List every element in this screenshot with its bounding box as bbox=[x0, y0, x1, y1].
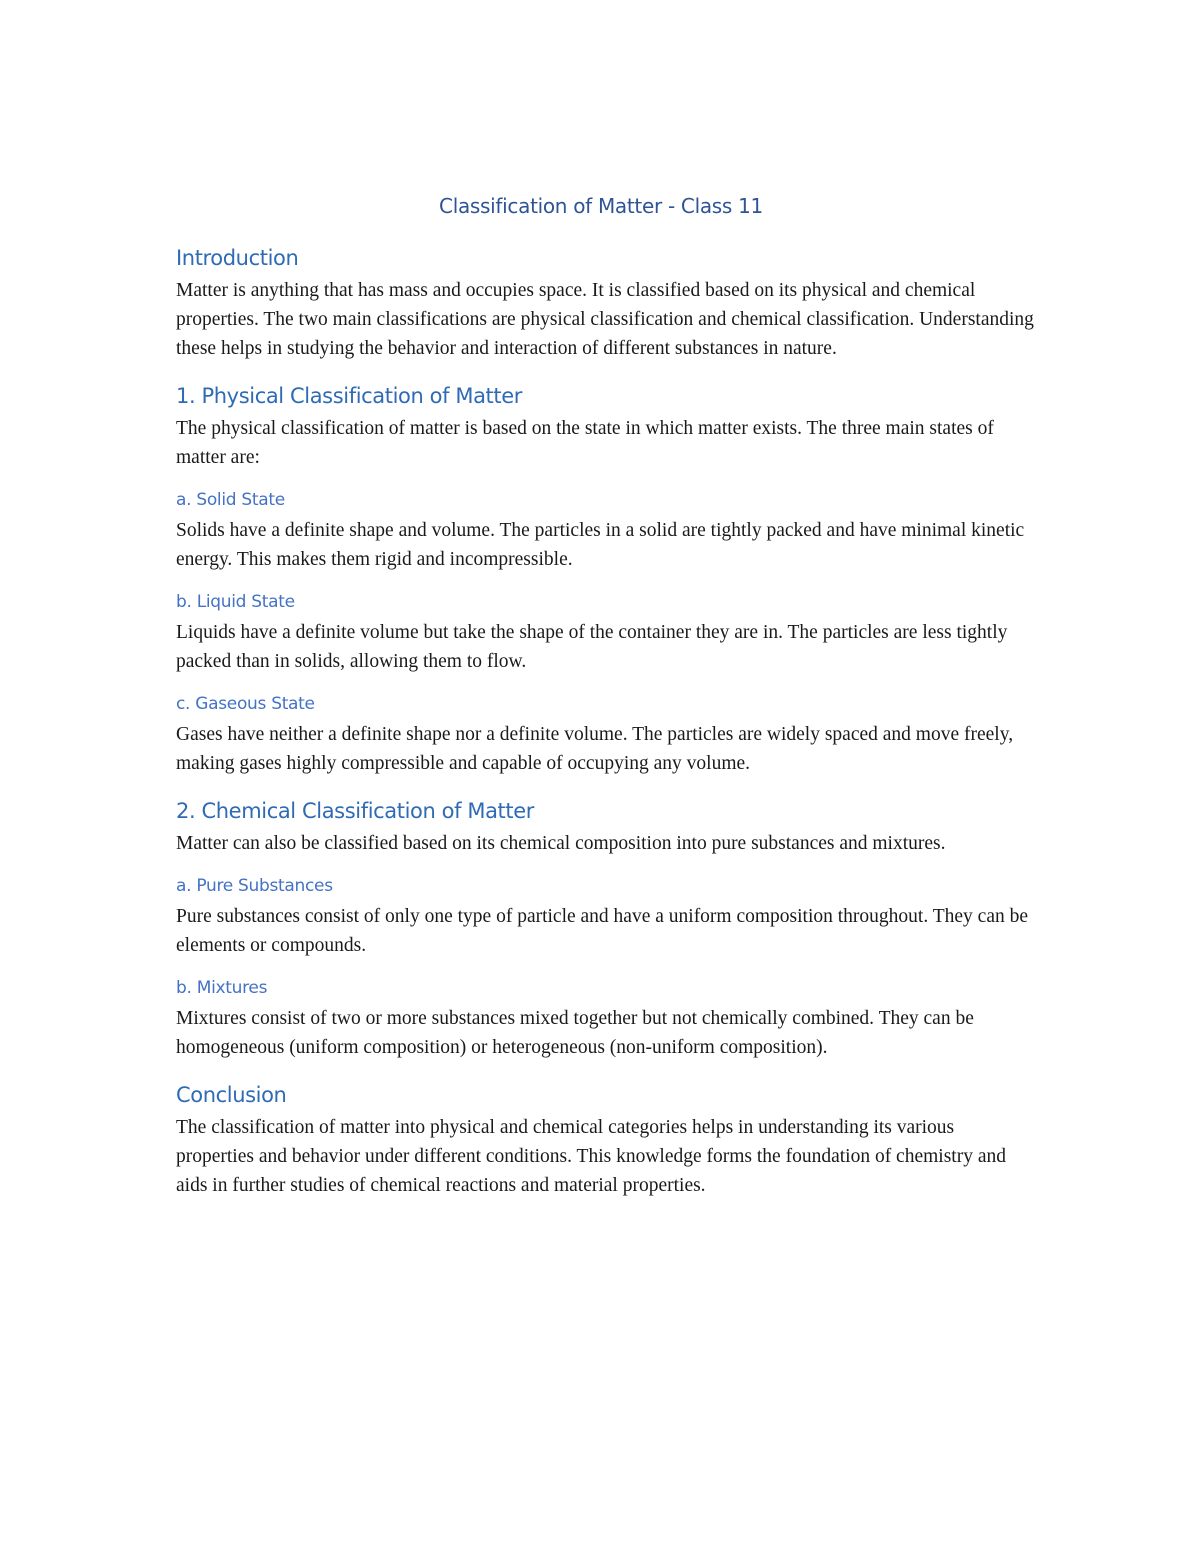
gaseous-state-heading: c. Gaseous State bbox=[176, 694, 315, 714]
conclusion-heading: Conclusion bbox=[176, 1083, 287, 1107]
solid-state-heading: a. Solid State bbox=[176, 490, 285, 510]
gaseous-state-text: Gases have neither a definite shape nor a definite volume. The particles are widely spaced and move freely, making gases highly compressible and capable of occupying any volume. bbox=[176, 724, 1014, 774]
conclusion-text: The classification of matter into physical and chemical categories helps in understanding its various properties and behavior under different conditions. This knowledge forms the foundation of chemistry and aids in further studies of chemical reactions and material properties. bbox=[176, 1117, 1006, 1196]
liquid-state-text: Liquids have a definite volume but take the shape of the container they are in. The particles are less tightly packed than in solids, allowing them to flow. bbox=[176, 622, 1008, 672]
physical-classification-heading: 1. Physical Classification of Matter bbox=[176, 384, 522, 408]
mixtures-text: Mixtures consist of two or more substances mixed together but not chemically combined. They can be homogeneous (uniform composition) or heterogeneous (non-uniform composition). bbox=[176, 1008, 974, 1058]
pure-substances-heading: a. Pure Substances bbox=[176, 876, 333, 896]
chemical-classification-heading: 2. Chemical Classification of Matter bbox=[176, 799, 534, 823]
mixtures-heading: b. Mixtures bbox=[176, 978, 268, 998]
document-title: Classification of Matter - Class 11 bbox=[439, 194, 763, 218]
liquid-state-heading: b. Liquid State bbox=[176, 592, 295, 612]
introduction-text: Matter is anything that has mass and occupies space. It is classified based on its physical and chemical properties. The two main classifications are physical classification and chemical classification. Understanding these helps in studying the behavior and interaction of different substances in nature. bbox=[176, 280, 1034, 359]
physical-classification-text: The physical classification of matter is based on the state in which matter exists. The three main states of matter are: bbox=[176, 418, 994, 468]
solid-state-text: Solids have a definite shape and volume. The particles in a solid are tightly packed and have minimal kinetic energy. This makes them rigid and incompressible. bbox=[176, 520, 1025, 570]
chemical-classification-text: Matter can also be classified based on its chemical composition into pure substances and mixtures. bbox=[176, 833, 946, 854]
introduction-heading: Introduction bbox=[176, 246, 299, 270]
pure-substances-text: Pure substances consist of only one type of particle and have a uniform composition throughout. They can be elements or compounds. bbox=[176, 906, 1029, 956]
document-body bbox=[176, 188, 1036, 1200]
